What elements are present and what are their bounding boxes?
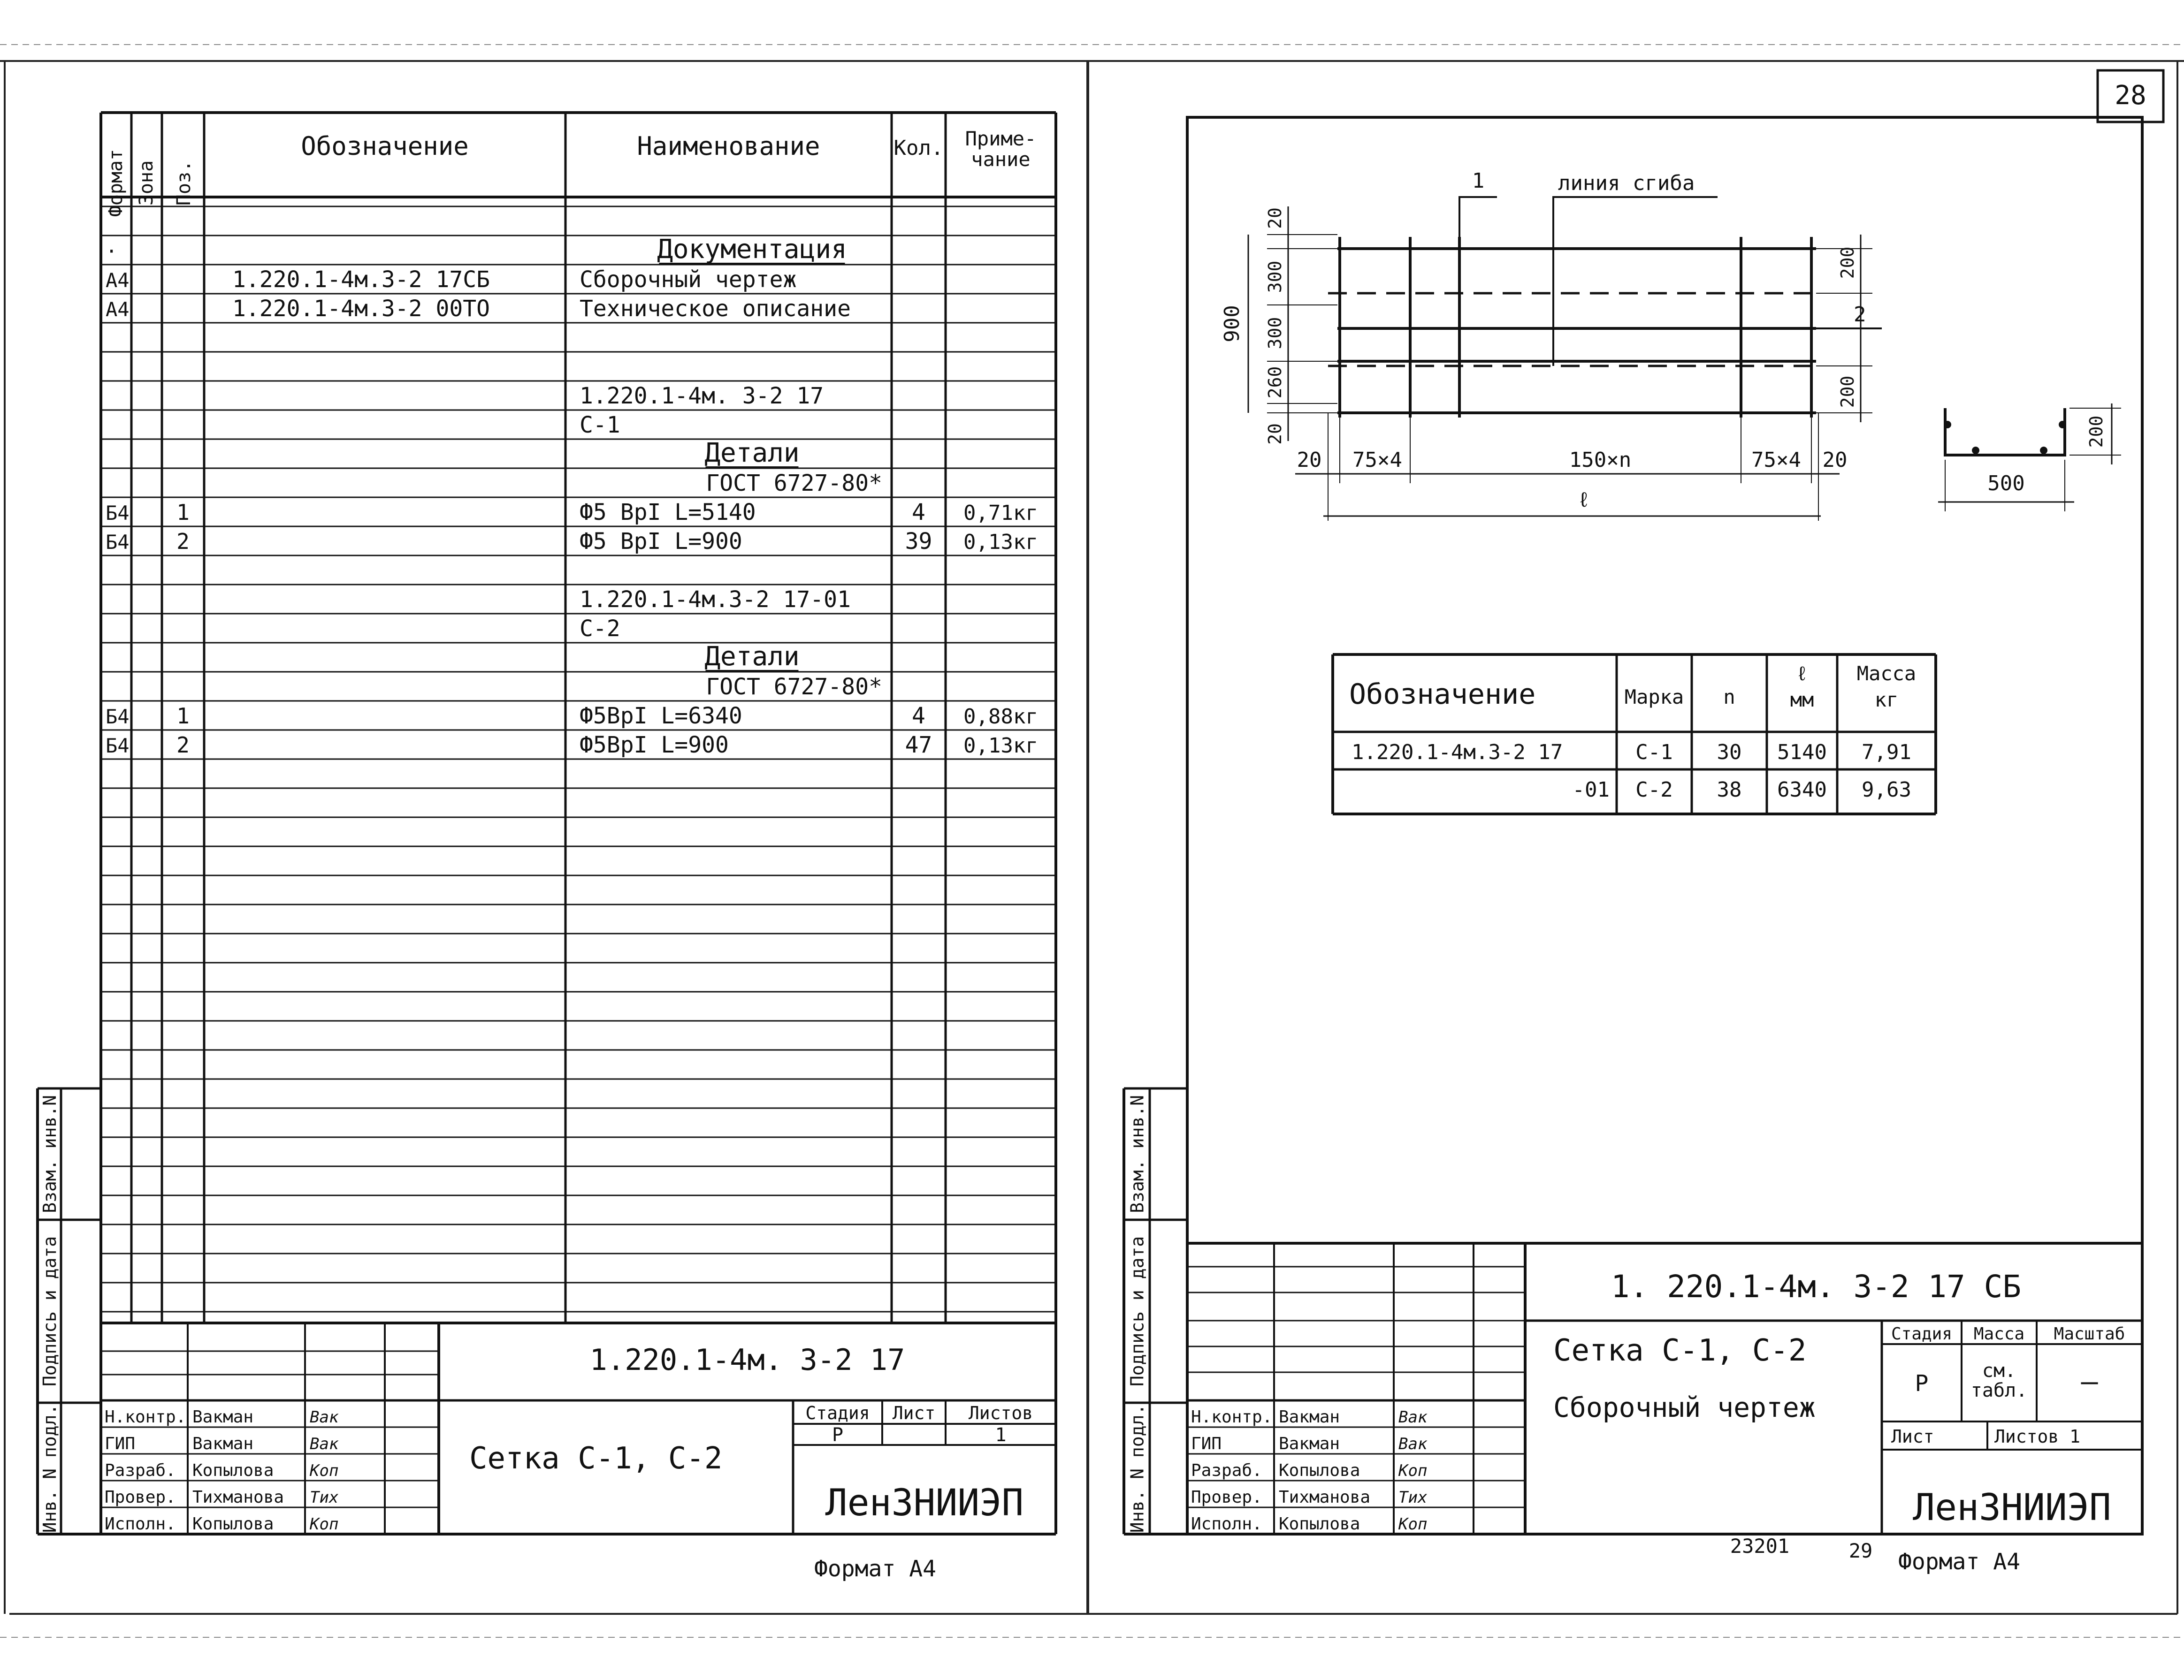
title-signature: Коп [310, 1461, 339, 1480]
title-sheet-label: Лист [1891, 1426, 1934, 1447]
title-name: Сетка С-1, С-2 [469, 1441, 723, 1476]
title-signature: Вак [310, 1408, 339, 1427]
title-person-name: Тихманова [1279, 1488, 1371, 1507]
spec-cell-note: 0,88кг [963, 705, 1038, 729]
page-number-box [2098, 70, 2163, 122]
dim-200: 200 [2086, 415, 2107, 448]
dim-bottom-1: 75×4 [1352, 448, 1402, 472]
title-signature: Вак [1398, 1408, 1428, 1427]
left-title-block [101, 1323, 1056, 1534]
title-person-name: Вакман [1279, 1434, 1340, 1453]
title-signature: Вак [1398, 1435, 1428, 1453]
title-signature: Тих [1398, 1488, 1428, 1507]
side-label-inv: Инв. N подл. [1127, 1404, 1148, 1533]
side-label-vzam: Взам. инв.N [1127, 1095, 1148, 1213]
spec-cell-format: Б4 [106, 734, 130, 757]
table-cell: С-2 [1635, 778, 1673, 802]
title-signature: Коп [1398, 1461, 1428, 1480]
side-label-podpis: Подпись и дата [39, 1236, 60, 1387]
spec-cell-pos: 1 [176, 500, 190, 525]
title-sheet-label: Лист [892, 1403, 936, 1423]
spec-cell-format: А4 [106, 298, 130, 321]
title-stage-value: Р [1915, 1370, 1929, 1397]
spec-cell-name: Техническое описание [580, 296, 851, 322]
table-header-0: Обозначение [1349, 678, 1536, 711]
spec-header-vertical: Зона [136, 160, 157, 206]
spec-cell-name: С-1 [580, 412, 620, 438]
table-header-4: Масса кг [1856, 662, 1917, 711]
dim-left-2: 300 [1265, 317, 1285, 350]
spec-cell-note: 0,71кг [963, 501, 1038, 525]
spec-cell-name: Ф5ВрI L=900 [580, 732, 729, 758]
title-role: ГИП [105, 1434, 136, 1453]
table-cell: 5140 [1777, 740, 1827, 764]
spec-header-qty: Кол. [893, 136, 944, 160]
spec-cell-format: Б4 [106, 705, 130, 728]
dim-l: ℓ [1577, 488, 1590, 512]
dim-bottom-3: 75×4 [1751, 448, 1801, 472]
mass-table [1333, 654, 1936, 814]
doc-number: 23201 [1730, 1535, 1790, 1558]
title-person-name: Тихманова [192, 1488, 284, 1507]
right-title-block [1187, 1243, 2142, 1534]
leader-2-label: 2 [1854, 303, 1866, 327]
section-profile [1945, 408, 2065, 455]
title-name-line1: Сетка С-1, С-2 [1553, 1333, 1807, 1368]
leader-1-label: 1 [1472, 169, 1485, 193]
spec-header-vertical: Поз. [173, 160, 195, 206]
title-role: ГИП [1191, 1434, 1222, 1453]
title-role: Н.контр. [105, 1407, 186, 1427]
title-sheets-value: 1 [995, 1424, 1007, 1446]
title-stage-label: Стадия [1891, 1324, 1953, 1344]
title-person-name: Копылова [1279, 1461, 1360, 1480]
title-person-name: Копылова [1279, 1514, 1360, 1534]
spec-cell-note: 0,13кг [963, 530, 1038, 554]
table-cell: 9,63 [1862, 778, 1911, 802]
dim-bottom-2: 150×n [1569, 448, 1632, 472]
title-code: 1.220.1-4м. 3-2 17 [589, 1343, 905, 1377]
spec-cell-designation: 1.220.1-4м.3-2 00ТО [232, 296, 490, 322]
dim-bottom-4: 20 [1822, 448, 1848, 472]
dim-right-0: 200 [1837, 246, 1858, 279]
title-person-name: Вакман [1279, 1407, 1340, 1427]
title-org: ЛенЗНИИЭП [1913, 1487, 2111, 1529]
title-person-name: Копылова [192, 1514, 274, 1534]
spec-cell-name: С-2 [580, 616, 620, 642]
dim-left-1: 300 [1265, 260, 1285, 293]
title-mass-label: Масса [1973, 1324, 2025, 1344]
page-number: 28 [2115, 80, 2146, 111]
table-cell: -01 [1572, 778, 1610, 802]
spec-cell-name: Детали [704, 641, 800, 672]
title-signature: Коп [310, 1515, 339, 1534]
title-person-name: Вакман [192, 1434, 254, 1453]
title-sheets-label: Листов 1 [1994, 1426, 2081, 1447]
doc-number-2: 29 [1848, 1539, 1873, 1562]
leader-fold-label: линия сгиба [1558, 171, 1695, 195]
spec-cell-pos: 1 [176, 703, 190, 729]
dim-right-1: 200 [1837, 375, 1858, 408]
title-scale-label: Масштаб [2054, 1324, 2125, 1344]
title-role: Исполн. [105, 1514, 176, 1534]
title-scale-value: — [2081, 1365, 2098, 1398]
title-stage-label: Стадия [805, 1403, 870, 1423]
title-mass-value: см. табл. [1970, 1360, 2028, 1401]
spec-cell-name: ГОСТ 6727-80* [706, 470, 882, 496]
spec-header-designation: Обозначение [301, 131, 469, 161]
table-cell: 30 [1717, 740, 1742, 764]
spec-cell-name: Ф5 ВрI L=5140 [580, 499, 756, 525]
dim-bottom-0: 20 [1297, 448, 1322, 472]
spec-cell-format: Б4 [106, 531, 130, 554]
table-cell: 1.220.1-4м.3-2 17 [1352, 740, 1563, 764]
table-cell: С-1 [1635, 740, 1673, 764]
spec-cell-name: 1.220.1-4м. 3-2 17 [580, 383, 824, 409]
spec-cell-designation: 1.220.1-4м.3-2 17СБ [232, 266, 490, 293]
side-label-podpis: Подпись и дата [1127, 1236, 1148, 1387]
spec-header-vertical: Формат [105, 149, 127, 217]
spec-table [101, 113, 1056, 1534]
spec-cell-name: Документация [657, 234, 847, 265]
title-person-name: Вакман [192, 1407, 254, 1427]
spec-cell-qty: 39 [905, 528, 932, 555]
footer-labels [814, 1535, 2020, 1582]
title-signature: Тих [310, 1488, 339, 1507]
table-cell: 38 [1717, 778, 1742, 802]
table-cell: 7,91 [1862, 740, 1911, 764]
spec-cell-pos: 2 [176, 732, 190, 758]
title-role: Разраб. [105, 1461, 176, 1480]
title-signature: Коп [1398, 1515, 1428, 1534]
spec-cell-name: Сборочный чертеж [580, 266, 797, 293]
title-signature: Вак [310, 1435, 339, 1453]
left-side-strip [38, 1088, 101, 1534]
title-name-line2: Сборочный чертеж [1553, 1391, 1816, 1423]
title-stage-value: Р [832, 1424, 844, 1446]
dim-500: 500 [1987, 471, 2025, 495]
spec-cell-name: 1.220.1-4м.3-2 17-01 [580, 586, 851, 613]
leader-fold-line [1553, 197, 1718, 366]
spec-header-note: Приме-чание [965, 127, 1037, 171]
spec-cell-qty: 47 [905, 732, 932, 758]
spec-cell-pos: 2 [176, 529, 190, 554]
spec-cell-name: ГОСТ 6727-80* [706, 674, 882, 700]
dim-left-4: 20 [1265, 423, 1285, 445]
title-org: ЛенЗНИИЭП [825, 1482, 1024, 1524]
title-sheets-label: Листов [968, 1403, 1033, 1423]
table-header-2: n [1723, 685, 1735, 708]
spec-cell-name: Ф5ВрI L=6340 [580, 703, 742, 729]
leader-1-line [1459, 197, 1497, 249]
spec-cell-name: Ф5 ВрI L=900 [580, 528, 742, 555]
title-code: 1. 220.1-4м. 3-2 17 СБ [1611, 1269, 2022, 1305]
side-label-inv: Инв. N подл. [39, 1404, 60, 1533]
left-format-label: Формат А4 [814, 1556, 937, 1582]
spec-cell-format: А4 [106, 269, 130, 292]
spec-cell-qty: 4 [912, 703, 925, 729]
title-role: Н.контр. [1191, 1407, 1273, 1427]
spec-cell-note: 0,13кг [963, 734, 1038, 758]
spec-cell-format: · [106, 240, 118, 263]
dim-900: 900 [1220, 305, 1244, 342]
title-role: Разраб. [1191, 1461, 1262, 1480]
dim-left-0: 20 [1265, 207, 1285, 229]
title-person-name: Копылова [192, 1461, 274, 1480]
spec-cell-format: Б4 [106, 502, 130, 525]
right-format-label: Формат А4 [1898, 1549, 2021, 1575]
table-header-1: Марка [1624, 685, 1684, 708]
mesh-drawing-labels [1220, 169, 2107, 512]
dim-left-3: 260 [1265, 366, 1285, 399]
title-role: Провер. [105, 1488, 176, 1507]
side-label-vzam: Взам. инв.N [39, 1095, 60, 1213]
title-role: Исполн. [1191, 1514, 1262, 1534]
right-side-strip [1124, 1088, 1187, 1534]
spec-cell-name: Детали [704, 438, 800, 468]
spec-cell-qty: 4 [912, 499, 925, 525]
spec-header-name: Наименование [637, 131, 820, 161]
title-role: Провер. [1191, 1488, 1262, 1507]
table-header-3: ℓ мм [1790, 662, 1814, 711]
table-cell: 6340 [1777, 778, 1827, 802]
